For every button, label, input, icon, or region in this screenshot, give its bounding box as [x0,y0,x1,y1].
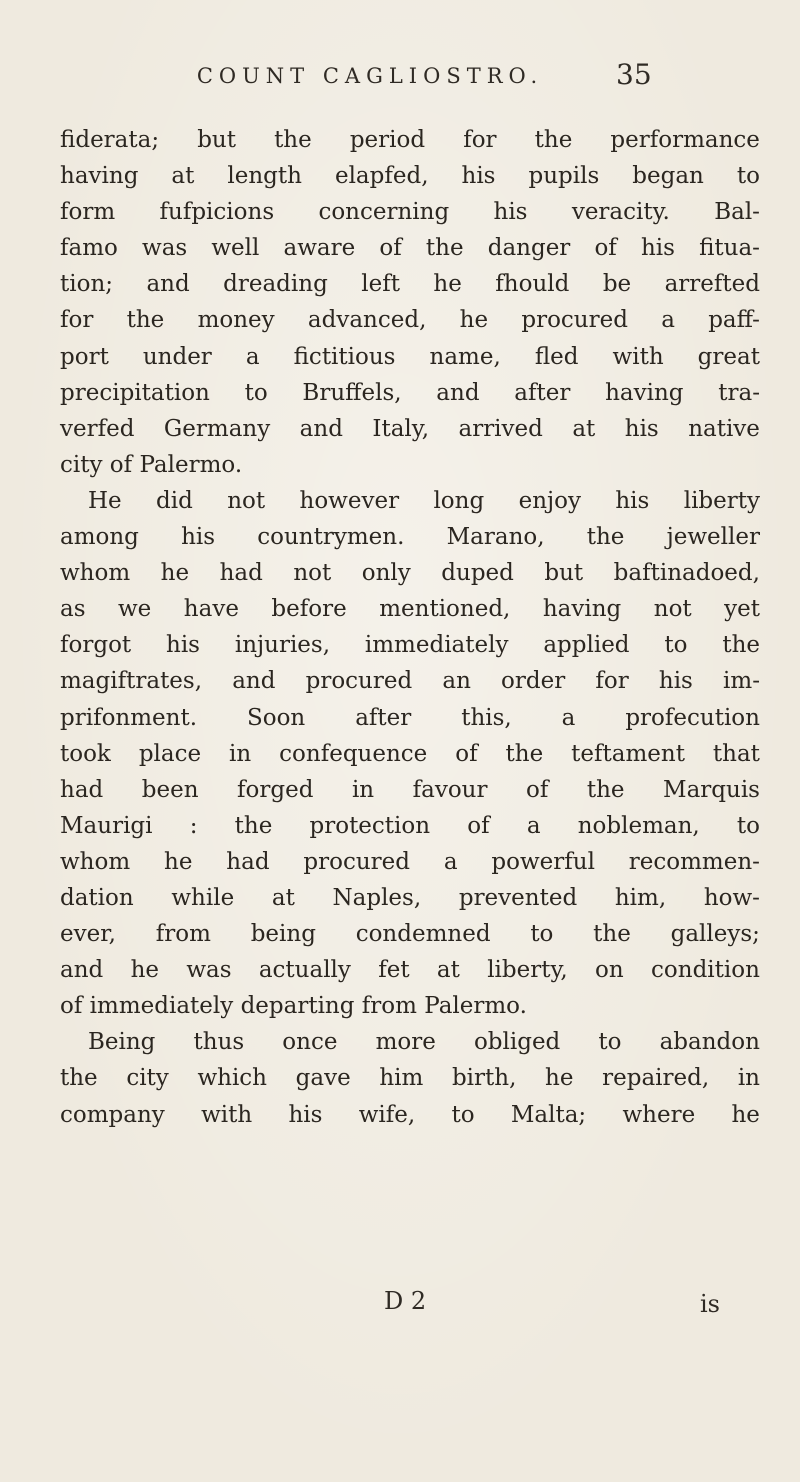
text-line: and he was actually fet at liberty, on condition [60,957,760,984]
text-line: ever, from being condemned to the galleys; [60,921,760,948]
page-number: 35 [616,58,652,91]
text-line: precipitation to Bruffels, and after having tra- [60,379,760,406]
page-header [0,58,800,104]
text-line: Being thus once more obliged to abandon [88,1029,760,1056]
text-line: took place in confequence of the teftament that [60,740,760,767]
paragraph [60,1024,760,1132]
text-line: form fufpicions concerning his veracity. Bal- [60,199,760,226]
running-head: COUNT CAGLIOSTRO. [196,64,544,88]
text-line: port under a fictitious name, fled with great [60,343,760,370]
text-line: company with his wife, to Malta; where he [60,1101,760,1128]
text-line: Maurigi : the protection of a nobleman, to [60,812,760,839]
text-line: prifonment. Soon after this, a profecution [60,704,760,731]
text-line: having at length elapfed, his pupils began to [60,163,760,190]
text-line: famo was well aware of the danger of his fitua- [60,235,760,262]
text-line: of immediately departing from Palermo. [60,993,527,1020]
text-line: the city which gave him birth, he repaired, in [60,1065,760,1092]
text-line: for the money advanced, he procured a paff- [60,307,760,334]
text-line: as we have before mentioned, having not yet [60,596,760,623]
signature-mark: D 2 [384,1287,427,1315]
text-line: He did not however long enjoy his liberty [88,487,760,514]
catchword: is [700,1290,720,1318]
text-line: forgot his injuries, immediately applied to the [60,632,760,659]
body-text [60,122,760,1133]
text-line: whom he had not only duped but baftinadoed, [60,560,760,587]
page-footer [0,1287,800,1327]
text-line: tion; and dreading left he fhould be arrefted [60,271,760,298]
text-line: verfed Germany and Italy, arrived at his native [60,415,760,442]
text-line: dation while at Naples, prevented him, how- [60,884,760,911]
text-line: fiderata; but the period for the performance [60,127,760,153]
text-line: had been forged in favour of the Marquis [60,776,760,803]
paragraph [60,483,760,1024]
text-line: whom he had procured a powerful recommen- [60,848,760,875]
text-line: city of Palermo. [60,451,243,478]
paragraph [60,122,760,483]
text-line: magiftrates, and procured an order for his im- [60,668,760,695]
text-line: among his countrymen. Marano, the jeweller [60,524,760,551]
